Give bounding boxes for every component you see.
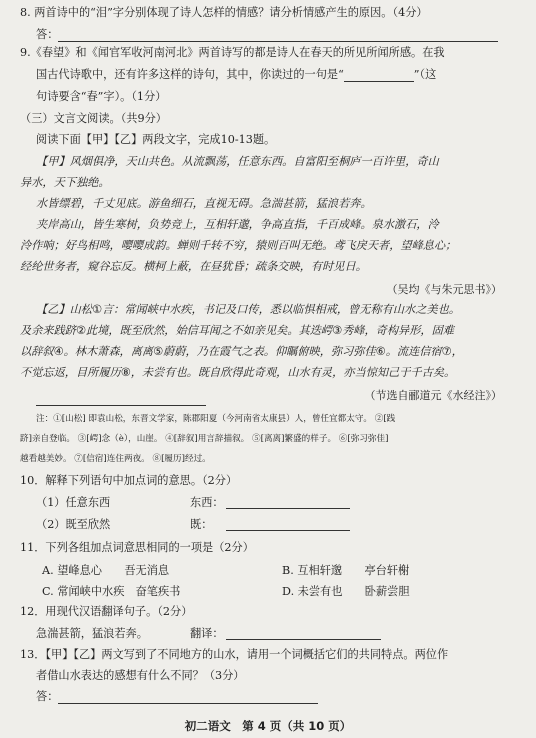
q8-text: 8. 两首诗中的“泪”字分别体现了诗人怎样的情感？请分析情感产生的原因。（4分） bbox=[20, 6, 428, 19]
q10-item2-answer-line[interactable] bbox=[226, 518, 350, 531]
q13-line1: 13．【甲】【乙】两文写到了不同地方的山水，请用一个词概括它们的共同特点。两位作 bbox=[20, 648, 449, 661]
yi-p3: 以辞叙④。林木萧森，离离⑤蔚蔚，乃在霞气之表。仰瞩俯映，弥习弥佳⑥。流连信宿⑦， bbox=[20, 345, 463, 358]
q10-item2 bbox=[36, 518, 524, 532]
yi-source: （节选自郦道元《水经注》） bbox=[364, 389, 502, 402]
q10-item1-phrase: （1）任意东西 bbox=[36, 496, 111, 509]
q10-text: 10．解释下列语句中加点词的意思。（2分） bbox=[20, 474, 238, 487]
yi-p1: 【乙】山松①言：常闻峡中水疾，书记及口传，悉以临惧相戒，曾无称有山水之美也。 bbox=[36, 303, 460, 316]
q10-item1 bbox=[36, 496, 524, 510]
q13-line2: 者借山水表达的感想有什么不同？（3分） bbox=[36, 669, 245, 682]
jia-p3c: 经纶世务者，窥谷忘反。横柯上蔽，在昼犹昏；疏条交映，有时见日。 bbox=[20, 260, 367, 273]
q9-line2-a: 国古代诗歌中，还有许多这样的诗句，其中，你读过的一句是“ bbox=[36, 68, 344, 81]
q10-item1-label: 东西： bbox=[190, 496, 224, 509]
q13-answer-line[interactable] bbox=[58, 691, 318, 704]
q8-answer-label: 答： bbox=[36, 28, 59, 41]
jia-p3a: 夹岸高山，皆生寒树，负势竞上，互相轩邈，争高直指，千百成峰。泉水激石，泠 bbox=[36, 218, 439, 231]
q11-option-d[interactable]: D. 未尝有也 卧薪尝胆 bbox=[282, 585, 410, 598]
q11-text: 11．下列各组加点词意思相同的一项是（2分） bbox=[20, 541, 254, 554]
q8-answer-line[interactable] bbox=[58, 29, 498, 42]
notes-line3: 越看越美妙。 ⑦[信宿]连住两夜。 ⑧[履历]经过。 bbox=[20, 454, 211, 464]
q9-line2 bbox=[36, 68, 524, 82]
q11-option-a[interactable]: A. 望峰息心 吾无消息 bbox=[42, 564, 170, 577]
page-footer: 初二语文 第 4 页（共 10 页） bbox=[184, 719, 352, 733]
notes-divider bbox=[36, 405, 206, 406]
q12-text: 12．用现代汉语翻译句子。（2分） bbox=[20, 605, 193, 618]
yi-p2: 及余来践跻②此境，既至欣然，始信耳闻之不如亲见矣。其迭崿③秀峰，奇构异形，固难 bbox=[20, 324, 454, 337]
jia-p1b: 异水，天下独绝。 bbox=[20, 176, 110, 189]
q9-line3: 句诗要含“春”字）。（1分） bbox=[36, 90, 167, 103]
q8-answer bbox=[36, 28, 524, 42]
q9-line2-b: ”（这 bbox=[413, 68, 437, 81]
q10-item2-label: 既： bbox=[190, 518, 213, 531]
q12-sentence: 急湍甚箭，猛浪若奔。 bbox=[36, 627, 148, 640]
jia-p3b: 泠作响；好鸟相鸣，嘤嘤成韵。蝉则千转不穷，猿则百叫无绝。鸢飞戾天者，望峰息心； bbox=[20, 239, 457, 252]
jia-p2: 水皆缥碧，千丈见底。游鱼细石，直视无碍。急湍甚箭，猛浪若奔。 bbox=[36, 197, 372, 210]
notes-line1: 注：①[山松] 即袁山松，东晋文学家，陈郡阳夏（今河南省太康县）人，曾任宜都太守。 ②[践 bbox=[36, 414, 396, 424]
section3-title: （三）文言文阅读。（共9分） bbox=[20, 112, 167, 125]
q13-answer-label: 答： bbox=[36, 690, 59, 703]
q10-item2-phrase: （2）既至欣然 bbox=[36, 518, 111, 531]
notes-line2: 跻]亲自登临。 ③[崿]念（è），山崖。 ④[辞叙]用言辞描叙。 ⑤[离离]繁盛的样子。 ⑥[弥习弥佳] bbox=[20, 434, 389, 444]
q11-option-b[interactable]: B. 互相轩邈 亭台轩榭 bbox=[282, 564, 410, 577]
jia-source: （吴均《与朱元思书》） bbox=[386, 283, 502, 296]
yi-p4: 不觉忘返，目所履历⑧，未尝有也。既自欣得此奇观，山水有灵，亦当惊知己于千古矣。 bbox=[20, 366, 456, 379]
q12-label: 翻译： bbox=[190, 627, 224, 640]
q10-item1-answer-line[interactable] bbox=[226, 496, 350, 509]
q12-row bbox=[36, 627, 524, 641]
q13-answer bbox=[36, 690, 524, 704]
section3-instruction: 阅读下面【甲】【乙】两段文字，完成10-13题。 bbox=[36, 133, 276, 146]
jia-p1a: 【甲】风烟俱净，天山共色。从流飘荡，任意东西。自富阳至桐庐一百许里，奇山 bbox=[36, 155, 439, 168]
q12-answer-line[interactable] bbox=[226, 627, 381, 640]
q11-option-c[interactable]: C. 常闻峡中水疾 奋笔疾书 bbox=[42, 585, 181, 598]
q9-answer-line[interactable] bbox=[344, 69, 414, 82]
q9-line1: 9.《春望》和《闻官军收河南河北》两首诗写的都是诗人在春天的所见所闻所感。在我 bbox=[20, 46, 445, 59]
